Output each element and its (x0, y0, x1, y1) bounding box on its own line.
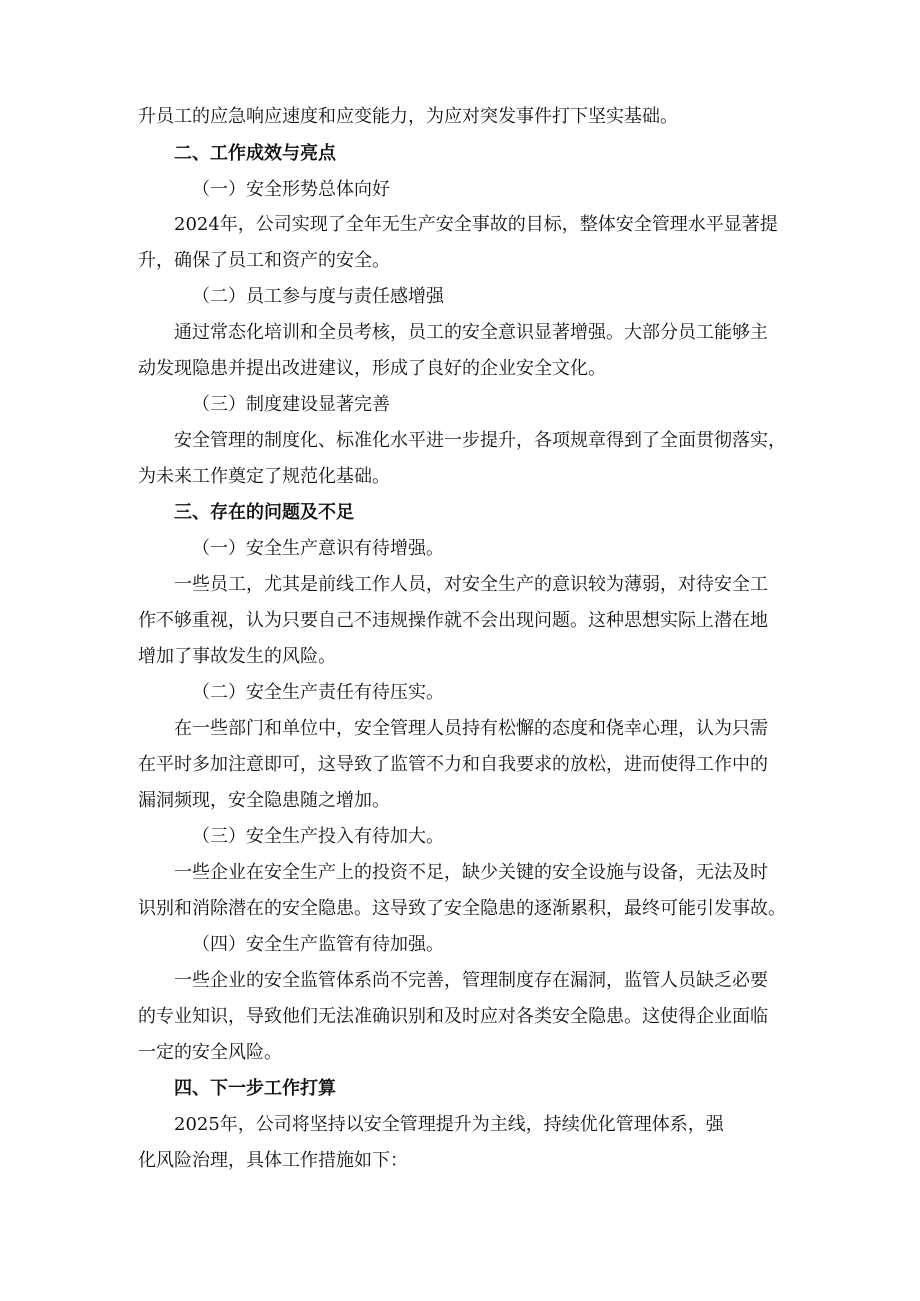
paragraph-line: 一些企业在安全生产上的投资不足，缺少关键的安全设施与设备，无法及时 (174, 862, 768, 883)
paragraph-line: 一些员工，尤其是前线工作人员，对安全生产的意识较为薄弱，对待安全工 (174, 574, 768, 595)
paragraph-line: 化风险治理，具体工作措施如下： (138, 1150, 408, 1171)
paragraph-line: 升员工的应急响应速度和应变能力，为应对突发事件打下坚实基础。 (138, 106, 678, 127)
subsection-heading-2-3: （三）制度建设显著完善 (192, 394, 390, 415)
paragraph-line: 2025年，公司将坚持以安全管理提升为主线，持续优化管理体系，强 (174, 1114, 724, 1135)
subsection-heading-2-1: （一）安全形势总体向好 (192, 179, 390, 200)
subsection-heading-3-3: （三）安全生产投入有待加大。 (192, 826, 444, 847)
paragraph-line: 通过常态化培训和全员考核，员工的安全意识显著增强。大部分员工能够主 (174, 322, 768, 343)
paragraph-line: 2024年，公司实现了全年无生产安全事故的目标，整体安全管理水平显著提 (174, 214, 778, 235)
section-heading-3: 三、存在的问题及不足 (174, 502, 354, 523)
paragraph-line: 在一些部门和单位中，安全管理人员持有松懈的态度和侥幸心理，认为只需 (174, 718, 768, 739)
section-heading-4: 四、下一步工作打算 (174, 1078, 336, 1099)
paragraph-line: 一定的安全风险。 (138, 1042, 282, 1063)
paragraph-line: 增加了事故发生的风险。 (138, 646, 336, 667)
paragraph-line: 一些企业的安全监管体系尚不完善，管理制度存在漏洞，监管人员缺乏必要 (174, 970, 768, 991)
paragraph-line: 的专业知识，导致他们无法准确识别和及时应对各类安全隐患。这使得企业面临 (138, 1006, 768, 1027)
subsection-heading-3-1: （一）安全生产意识有待增强。 (192, 538, 444, 559)
paragraph-line: 在平时多加注意即可，这导致了监管不力和自我要求的放松，进而使得工作中的 (138, 754, 768, 775)
paragraph-line: 为未来工作奠定了规范化基础。 (138, 466, 390, 487)
paragraph-line: 漏洞频现，安全隐患随之增加。 (138, 790, 390, 811)
subsection-heading-3-2: （二）安全生产责任有待压实。 (192, 682, 444, 703)
paragraph-line: 动发现隐患并提出改进建议，形成了良好的企业安全文化。 (138, 358, 606, 379)
paragraph-line: 作不够重视，认为只要自己不违规操作就不会出现问题。这种思想实际上潜在地 (138, 610, 768, 631)
paragraph-line: 识别和消除潜在的安全隐患。这导致了安全隐患的逐渐累积，最终可能引发事故。 (138, 898, 786, 919)
subsection-heading-3-4: （四）安全生产监管有待加强。 (192, 934, 444, 955)
paragraph-line: 安全管理的制度化、标准化水平进一步提升，各项规章得到了全面贯彻落实， (174, 430, 786, 451)
subsection-heading-2-2: （二）员工参与度与责任感增强 (192, 286, 444, 307)
paragraph-line: 升，确保了员工和资产的安全。 (138, 250, 390, 271)
section-heading-2: 二、工作成效与亮点 (174, 143, 336, 164)
